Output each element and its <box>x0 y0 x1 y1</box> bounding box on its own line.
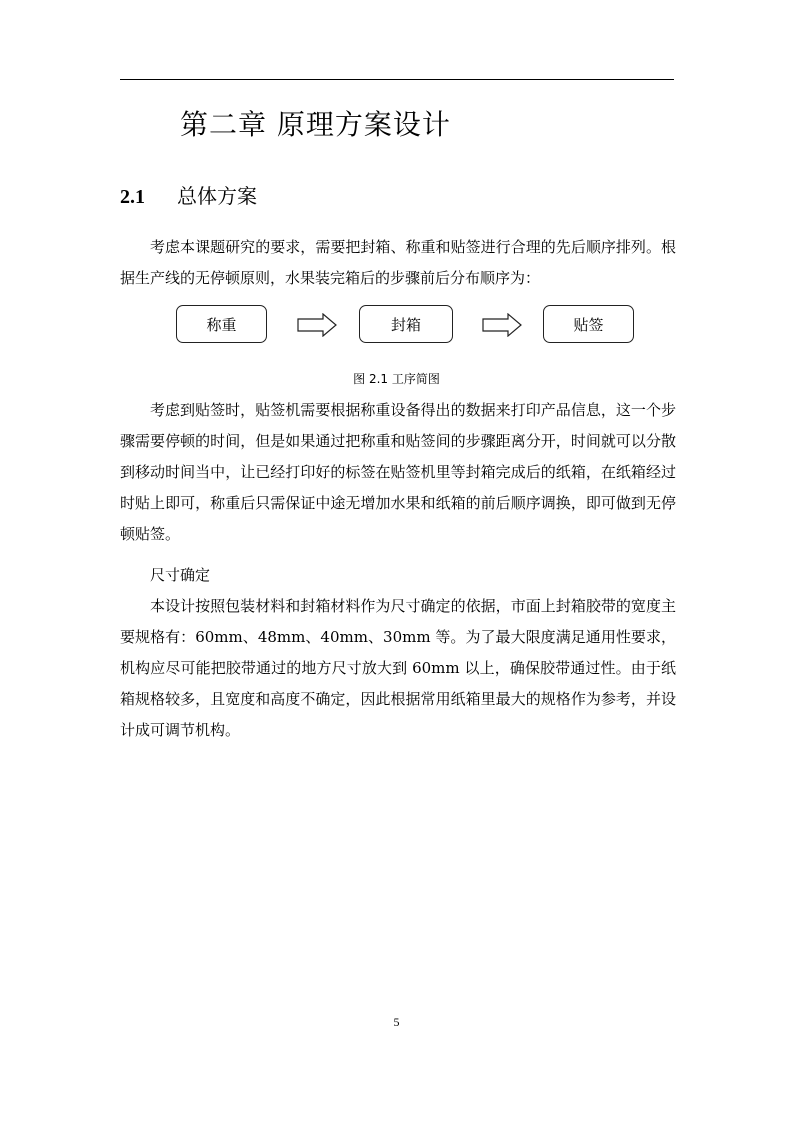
flow-arrow-icon <box>482 313 522 337</box>
header-rule <box>120 79 674 80</box>
section-number: 2.1 <box>120 186 145 208</box>
step-label: 封箱 <box>390 315 421 334</box>
flow-arrow-icon <box>297 313 337 337</box>
step-label: 贴签 <box>573 315 604 334</box>
size-subheading: 尺寸确定 <box>150 566 211 584</box>
step-labeling-box <box>543 305 634 343</box>
step-label: 称重 <box>206 315 237 334</box>
step-weighing-box <box>176 305 267 343</box>
intro-paragraph: 考虑本课题研究的要求，需要把封箱、称重和贴签进行合理的先后顺序排列。根据生产线的无停顿原则，水果装完箱后的步骤前后分布顺序为： <box>120 238 676 287</box>
figure-caption: 图 2.1 工序简图 <box>353 372 440 386</box>
section-heading <box>120 180 257 209</box>
step-sealing-box <box>359 305 453 343</box>
section-title: 总体方案 <box>177 184 257 208</box>
page-number: 5 <box>393 1015 400 1029</box>
size-paragraph: 本设计按照包装材料和封箱材料作为尺寸确定的依据，市面上封箱胶带的宽度主要规格有：60mm、48mm、40mm、30mm 等。为了最大限度满足通用性要求，机构应尽可能把胶带通过的地方尺寸放大到 60mm 以上，确保胶带通过性。由于纸箱规格较多，且宽度和高度不确定，因此根据常用纸箱里最大的规格作为参考，并设计成可调节机构。 <box>120 597 676 739</box>
chapter-title: 第二章 原理方案设计 <box>180 108 451 141</box>
labeling-paragraph: 考虑到贴签时，贴签机需要根据称重设备得出的数据来打印产品信息，这一个步骤需要停顿的时间，但是如果通过把称重和贴签间的步骤距离分开，时间就可以分散到移动时间当中，让已经打印好的标签在贴签机里等封箱完成后的纸箱，在纸箱经过时贴上即可，称重后只需保证中途无增加水果和纸箱的前后顺序调换，即可做到无停顿贴签。 <box>120 401 676 543</box>
